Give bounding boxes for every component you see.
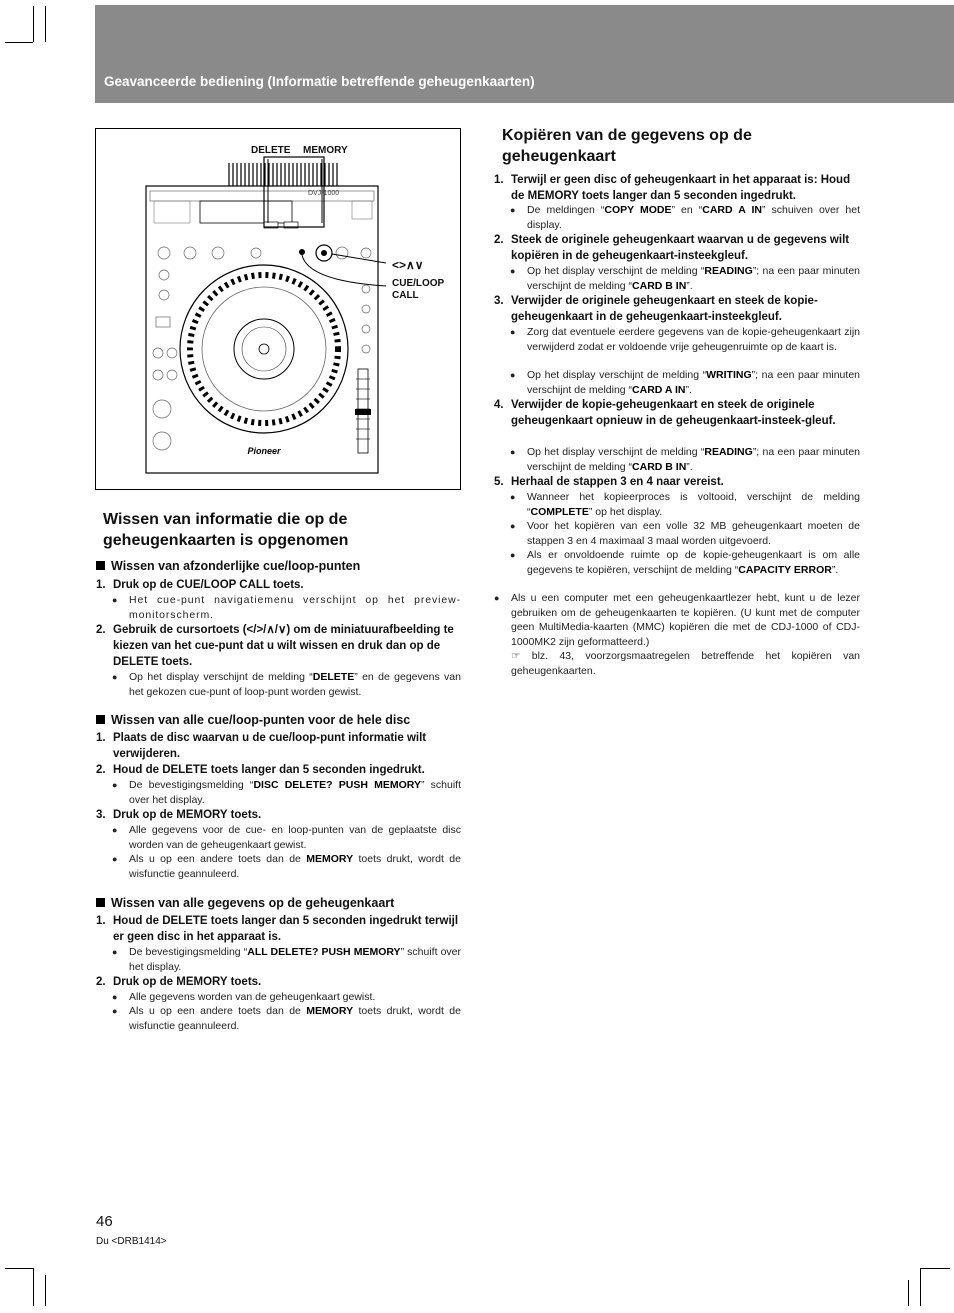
- crop-mark: [33, 1268, 34, 1306]
- bullet: ● Als u op een andere toets dan de MEMORY toets drukt, wordt de wisfunctie geannuleerd.: [112, 853, 461, 880]
- crop-mark: [33, 6, 34, 42]
- step: 2. Druk op de MEMORY toets.: [96, 976, 262, 988]
- subheading-hele-disc: Wissen van alle cue/loop-punten voor de hele disc: [96, 713, 410, 727]
- crop-mark: [920, 1268, 921, 1306]
- call-label: CALL: [392, 290, 419, 301]
- brand-logo: Pioneer: [247, 446, 281, 456]
- bullet: ● Wanneer het kopieerproces is voltooid, verschijnt de melding “COMPLETE” op het display.: [510, 491, 860, 518]
- doc-code: Du <DRB1414>: [96, 1236, 167, 1247]
- bullet: ● Op het display verschijnt de melding “READING”; na een paar minuten verschijnt de melding “CARD B IN”.: [510, 446, 860, 473]
- crop-mark: [45, 1275, 46, 1306]
- bullet: ● De bevestigingsmelding “ALL DELETE? PUSH MEMORY” schuift over het display.: [112, 946, 462, 973]
- arrows-label: <>∧∨: [392, 258, 424, 272]
- page-number: 46: [96, 1213, 113, 1230]
- page-header-title: Geavanceerde bediening (Informatie betreffende geheugenkaarten): [104, 74, 535, 89]
- dj-player-illustration: [96, 129, 462, 491]
- bullet: ● Op het display verschijnt de melding “READING”; na een paar minuten verschijnt de melding “CARD B IN”.: [510, 265, 860, 292]
- section-title-kopieren: Kopiëren van de gegevens op de geheugenkaart: [502, 125, 860, 167]
- step: 2. Steek de originele geheugenkaart waarvan u de gegevens wilt kopiëren in de geheugenkaart-insteekgleuf.: [494, 234, 850, 262]
- note: ● Als u een computer met een geheugenkaartlezer hebt, kunt u de lezer gebruiken om de geheugenkaarten te kopiëren. (U kunt met de computer geen MultiMedia-kaarten (MMC) kopiëren die met de CDJ-1000 of CDJ-1000MK2 zijn geformatteerd.) ☞ blz. 43, voorzorgsmaatregelen betreffende het kopiëren van geheugenkaarten.: [494, 592, 860, 677]
- subheading-afzonderlijke: Wissen van afzonderlijke cue/loop-punten: [96, 559, 360, 573]
- step: 3. Verwijder de originele geheugenkaart en steek de kopie-geheugenkaart in de geheugenkaart-insteekgleuf.: [494, 295, 818, 323]
- subheading-alle-gegevens: Wissen van alle gegevens op de geheugenkaart: [96, 896, 394, 910]
- bullet: ● De meldingen “COPY MODE” en “CARD A IN” schuiven over het display.: [510, 204, 860, 231]
- bullet: ● Op het display verschijnt de melding “WRITING”; na een paar minuten verschijnt de melding “CARD A IN”.: [510, 369, 860, 396]
- step: 2. Houd de DELETE toets langer dan 5 seconden ingedrukt.: [96, 764, 425, 776]
- step: 3. Druk op de MEMORY toets.: [96, 809, 262, 821]
- crop-mark: [908, 1280, 909, 1306]
- step: 1. Druk op de CUE/LOOP CALL toets.: [96, 579, 304, 591]
- device-figure: [95, 128, 461, 490]
- bullet: ● Op het display verschijnt de melding “DELETE” en de gegevens van het gekozen cue-punt of loop-punt worden gewist.: [112, 671, 461, 698]
- section-title-wissen: Wissen van informatie die op de geheugenkaarten is opgenomen: [103, 509, 461, 551]
- crop-mark: [920, 1268, 950, 1269]
- bullet: ● Alle gegevens voor de cue- en loop-punten van de geplaatste disc worden van de geheugenkaart gewist.: [112, 824, 461, 851]
- bullet: ● Voor het kopiëren van een volle 32 MB geheugenkaart moeten de stappen 3 en 4 maximaal 3 maal worden uitgevoerd.: [510, 520, 860, 547]
- bullet: ● Als u op een andere toets dan de MEMORY toets drukt, wordt de wisfunctie geannuleerd.: [112, 1005, 461, 1032]
- crop-mark: [5, 42, 33, 43]
- vent-lines: [229, 163, 337, 187]
- step: 1. Plaats de disc waarvan u de cue/loop-punt informatie wilt verwijderen.: [96, 732, 427, 760]
- step: 4. Verwijder de kopie-geheugenkaart en steek de originele geheugenkaart opnieuw in de geheugenkaart-insteek-gleuf.: [494, 399, 836, 427]
- memory-label: MEMORY: [303, 145, 348, 156]
- bullet: ● Het cue-punt navigatiemenu verschijnt op het preview-monitorscherm.: [112, 594, 461, 621]
- step: 2. Gebruik de cursortoets (</>/∧/∨) om de miniatuurafbeelding te kiezen van het cue-punt dat u wilt wissen en druk dan op de DELETE toets.: [96, 624, 454, 668]
- step: 1. Houd de DELETE toets langer dan 5 seconden ingedrukt terwijl er geen disc in het apparaat is.: [96, 915, 459, 943]
- bullet: ● De bevestigingsmelding “DISC DELETE? PUSH MEMORY” schuift over het display.: [112, 779, 461, 806]
- step: 1. Terwijl er geen disc of geheugenkaart in het apparaat is: Houd de MEMORY toets langer dan 5 seconden ingedrukt.: [494, 174, 851, 202]
- crop-mark: [5, 1268, 33, 1269]
- bullet: ● Als er onvoldoende ruimte op de kopie-geheugenkaart is om alle gegevens te kopiëren, verschijnt de melding “CAPACITY ERROR”.: [510, 549, 860, 576]
- bullet: ● Alle gegevens worden van de geheugenkaart gewist.: [112, 991, 376, 1003]
- delete-label: DELETE: [251, 145, 291, 156]
- crop-mark: [45, 6, 46, 42]
- cue-loop-label: CUE/LOOP: [392, 278, 445, 289]
- step: 5. Herhaal de stappen 3 en 4 naar vereist.: [494, 476, 724, 488]
- model-text: DVJ-1000: [308, 190, 340, 197]
- bullet: ● Zorg dat eventuele eerdere gegevens van de kopie-geheugenkaart zijn verwijderd zodat er voldoende vrije geheugenruimte op de kaart is.: [510, 326, 860, 353]
